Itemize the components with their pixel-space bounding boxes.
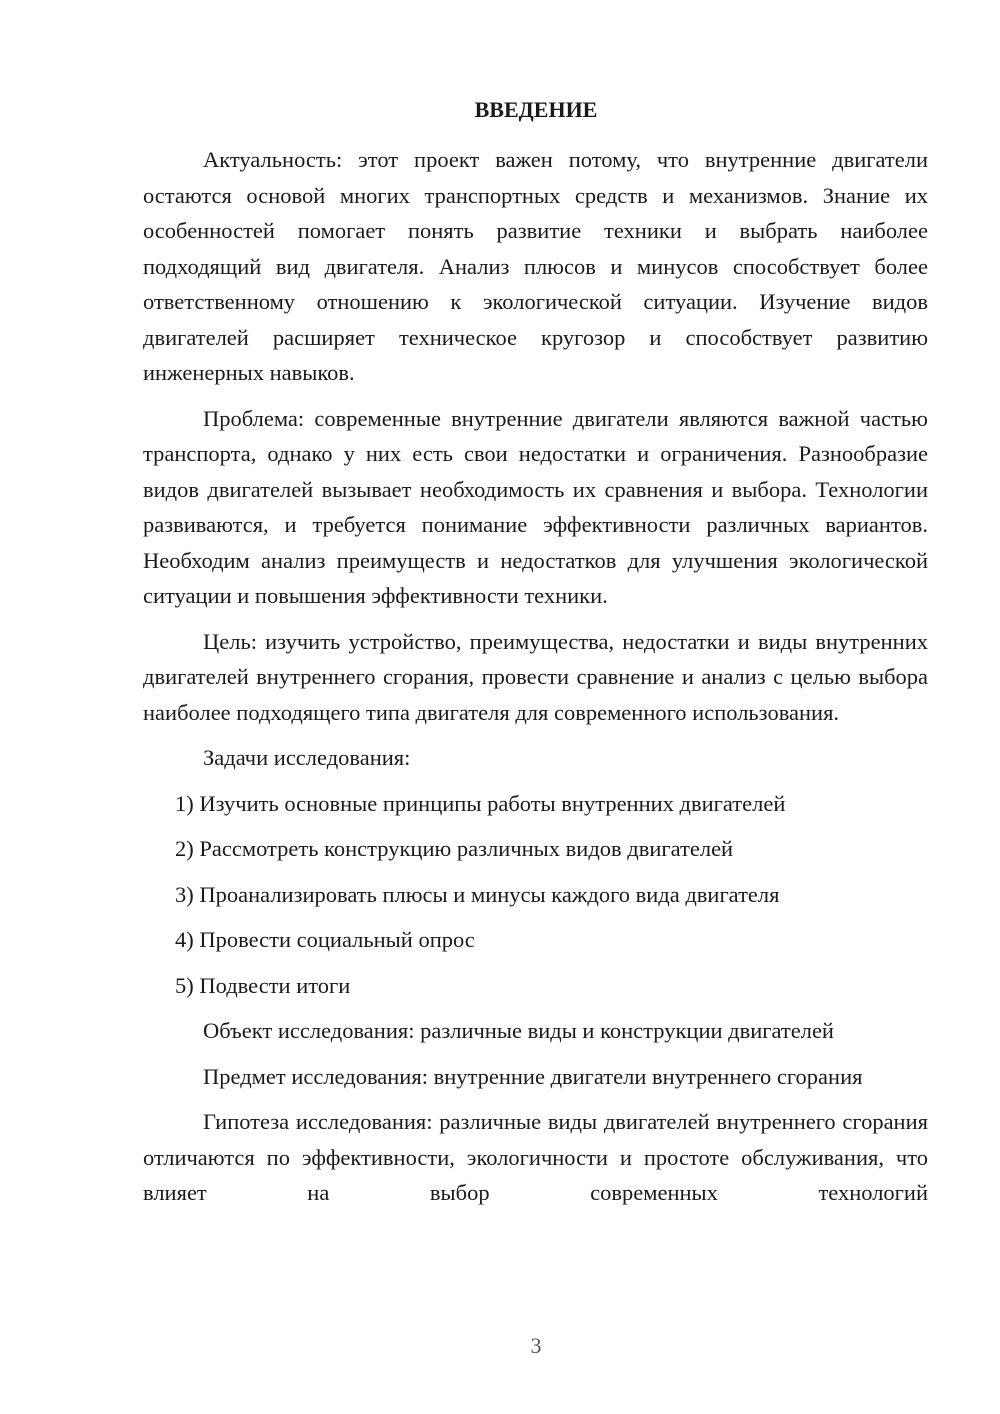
task-item: 2) Рассмотреть конструкцию различных видов двигателей: [175, 836, 734, 861]
document-body: [143, 142, 928, 1221]
paragraph-problem: Проблема: современные внутренние двигатели являются важной частью транспорта, однако у них есть свои недостатки и ограничения. Разнообразие видов двигателей вызывает необходимость их сравнения и выбора. Технологии развиваются, и требуется понимание эффективности различных вариантов. Необходим анализ преимуществ и недостатков для улучшения экологической ситуации и повышения эффективности техники.: [143, 405, 928, 608]
task-item: 4) Провести социальный опрос: [175, 927, 475, 952]
task-item: 3) Проанализировать плюсы и минусы каждого вида двигателя: [175, 881, 780, 907]
page-number: 3: [530, 1333, 542, 1358]
paragraph-subject: Предмет исследования: внутренние двигатели внутреннего сгорания: [203, 1063, 863, 1089]
page-title: ВВЕДЕНИЕ: [474, 97, 598, 122]
paragraph-goal: Цель: изучить устройство, преимущества, недостатки и виды внутренних двигателей внутреннего сгорания, провести сравнение и анализ с целью выбора наиболее подходящего типа двигателя для современного использования.: [143, 628, 928, 725]
tasks-heading: Задачи исследования:: [203, 745, 411, 770]
paragraph-hypothesis: Гипотеза исследования: различные виды двигателей внутреннего сгорания отличаются по эффективности, экологичности и простоте обслуживания, что влияет на выбор современных технологий: [143, 1109, 928, 1205]
task-item: 5) Подвести итоги: [175, 972, 351, 998]
paragraph-object: Объект исследования: различные виды и конструкции двигателей: [203, 1018, 834, 1043]
task-item: 1) Изучить основные принципы работы внутренних двигателей: [175, 790, 786, 816]
paragraph-relevance: Актуальность: этот проект важен потому, что внутренние двигатели остаются основой многих транспортных средств и механизмов. Знание их особенностей помогает понять развитие техники и выбрать наиболее подходящий вид двигателя. Анализ плюсов и минусов способствует более ответственному отношению к экологической ситуации. Изучение видов двигателей расширяет техническое кругозор и способствует развитию инженерных навыков.: [143, 147, 928, 385]
